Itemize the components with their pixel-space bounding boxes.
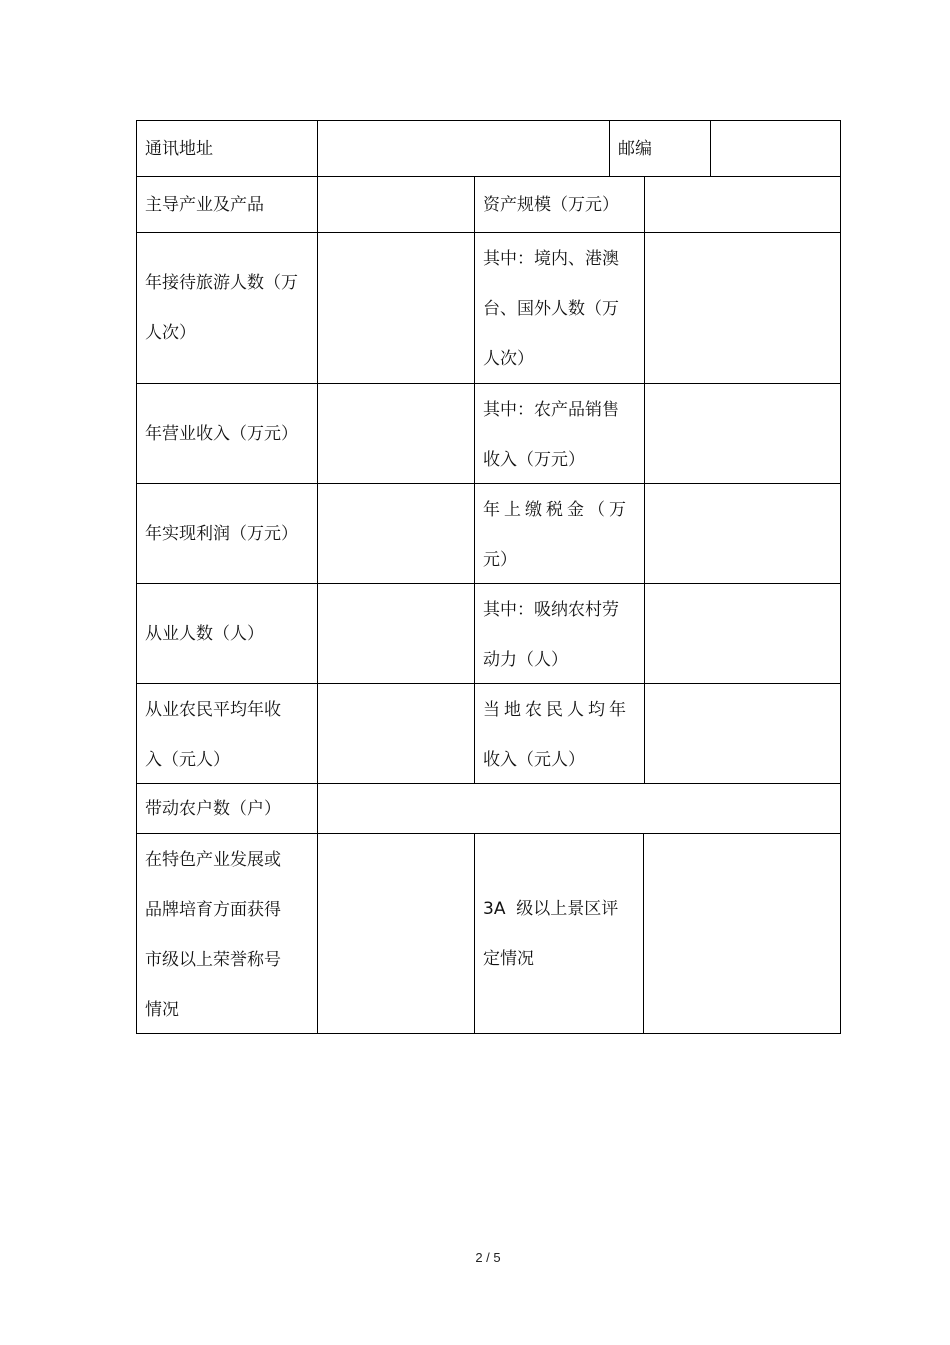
assets-label: 资产规模（万元） — [483, 194, 619, 215]
farmer-income-label-cell — [136, 683, 318, 784]
postcode-value-field[interactable] — [710, 120, 841, 177]
revenue-value-field[interactable] — [317, 383, 475, 484]
address-label: 通讯地址 — [145, 138, 213, 159]
tax-value-field[interactable] — [644, 483, 841, 584]
revenue-label: 年营业收入（万元） — [145, 423, 298, 444]
profit-label: 年实现利润（万元） — [145, 523, 298, 544]
local-income-label-line-1: 当地农民人均年 — [483, 700, 630, 720]
honors-value-field[interactable] — [317, 833, 475, 1034]
scenic-label-cell — [474, 833, 644, 1034]
honors-label-line-4: 情况 — [145, 1000, 179, 1020]
tourists-overseas-label-line-2: 台、国外人数（万 — [483, 299, 619, 319]
rural-labor-label-line-1: 其中：吸纳农村劳 — [483, 600, 619, 620]
rural-labor-label-line-2: 动力（人） — [483, 650, 568, 670]
page-number: 2 / 5 — [475, 1250, 501, 1265]
farmer-income-label-line-1: 从业农民平均年收 — [145, 700, 281, 720]
industry-value-field[interactable] — [317, 176, 475, 233]
tourists-label-line-1: 年接待旅游人数（万 — [145, 273, 298, 293]
households-value-field[interactable] — [317, 783, 841, 834]
address-value-field[interactable] — [317, 120, 610, 177]
industry-label-cell — [136, 176, 318, 233]
tourists-label-line-2: 人次） — [145, 323, 196, 343]
employees-value-field[interactable] — [317, 583, 475, 684]
agri-sales-label-line-2: 收入（万元） — [483, 450, 585, 470]
address-label-cell — [136, 120, 318, 177]
agri-sales-value-field[interactable] — [644, 383, 841, 484]
honors-label-line-1: 在特色产业发展或 — [145, 850, 281, 870]
rural-labor-value-field[interactable] — [644, 583, 841, 684]
employees-label: 从业人数（人） — [145, 623, 264, 644]
agri-sales-label-line-1: 其中：农产品销售 — [483, 400, 619, 420]
employees-label-cell — [136, 583, 318, 684]
rural-labor-label-cell — [474, 583, 645, 684]
tourists-overseas-value-field[interactable] — [644, 232, 841, 384]
tax-label-line-2: 元） — [483, 550, 517, 570]
scenic-label-line-2: 定情况 — [483, 948, 534, 969]
agri-sales-label-cell — [474, 383, 645, 484]
profit-value-field[interactable] — [317, 483, 475, 584]
postcode-label: 邮编 — [618, 138, 652, 159]
tourists-overseas-label-line-1: 其中：境内、港澳 — [483, 249, 619, 269]
local-income-label-line-2: 收入（元人） — [483, 750, 585, 770]
tourists-overseas-label-cell — [474, 232, 645, 384]
farmer-income-value-field[interactable] — [317, 683, 475, 784]
profit-label-cell — [136, 483, 318, 584]
tourists-overseas-label-line-3: 人次） — [483, 349, 534, 369]
assets-value-field[interactable] — [644, 176, 841, 233]
tax-label-cell — [474, 483, 645, 584]
tourists-label-cell — [136, 232, 318, 384]
honors-label-line-2: 品牌培育方面获得 — [145, 900, 281, 920]
assets-label-cell — [474, 176, 645, 233]
local-income-value-field[interactable] — [644, 683, 841, 784]
revenue-label-cell — [136, 383, 318, 484]
local-income-label-cell — [474, 683, 645, 784]
industry-label: 主导产业及产品 — [145, 194, 264, 215]
postcode-label-cell — [609, 120, 711, 177]
households-label-cell — [136, 783, 318, 834]
farmer-income-label-line-2: 入（元人） — [145, 750, 230, 770]
households-label: 带动农户数（户） — [145, 798, 281, 819]
scenic-value-field[interactable] — [643, 833, 841, 1034]
honors-label-line-3: 市级以上荣誉称号 — [145, 950, 281, 970]
scenic-label-line-1: 3A 级以上景区评 — [483, 898, 619, 919]
tourists-value-field[interactable] — [317, 232, 475, 384]
honors-label-cell — [136, 833, 318, 1034]
tax-label-line-1: 年上缴税金（万 — [483, 500, 630, 520]
